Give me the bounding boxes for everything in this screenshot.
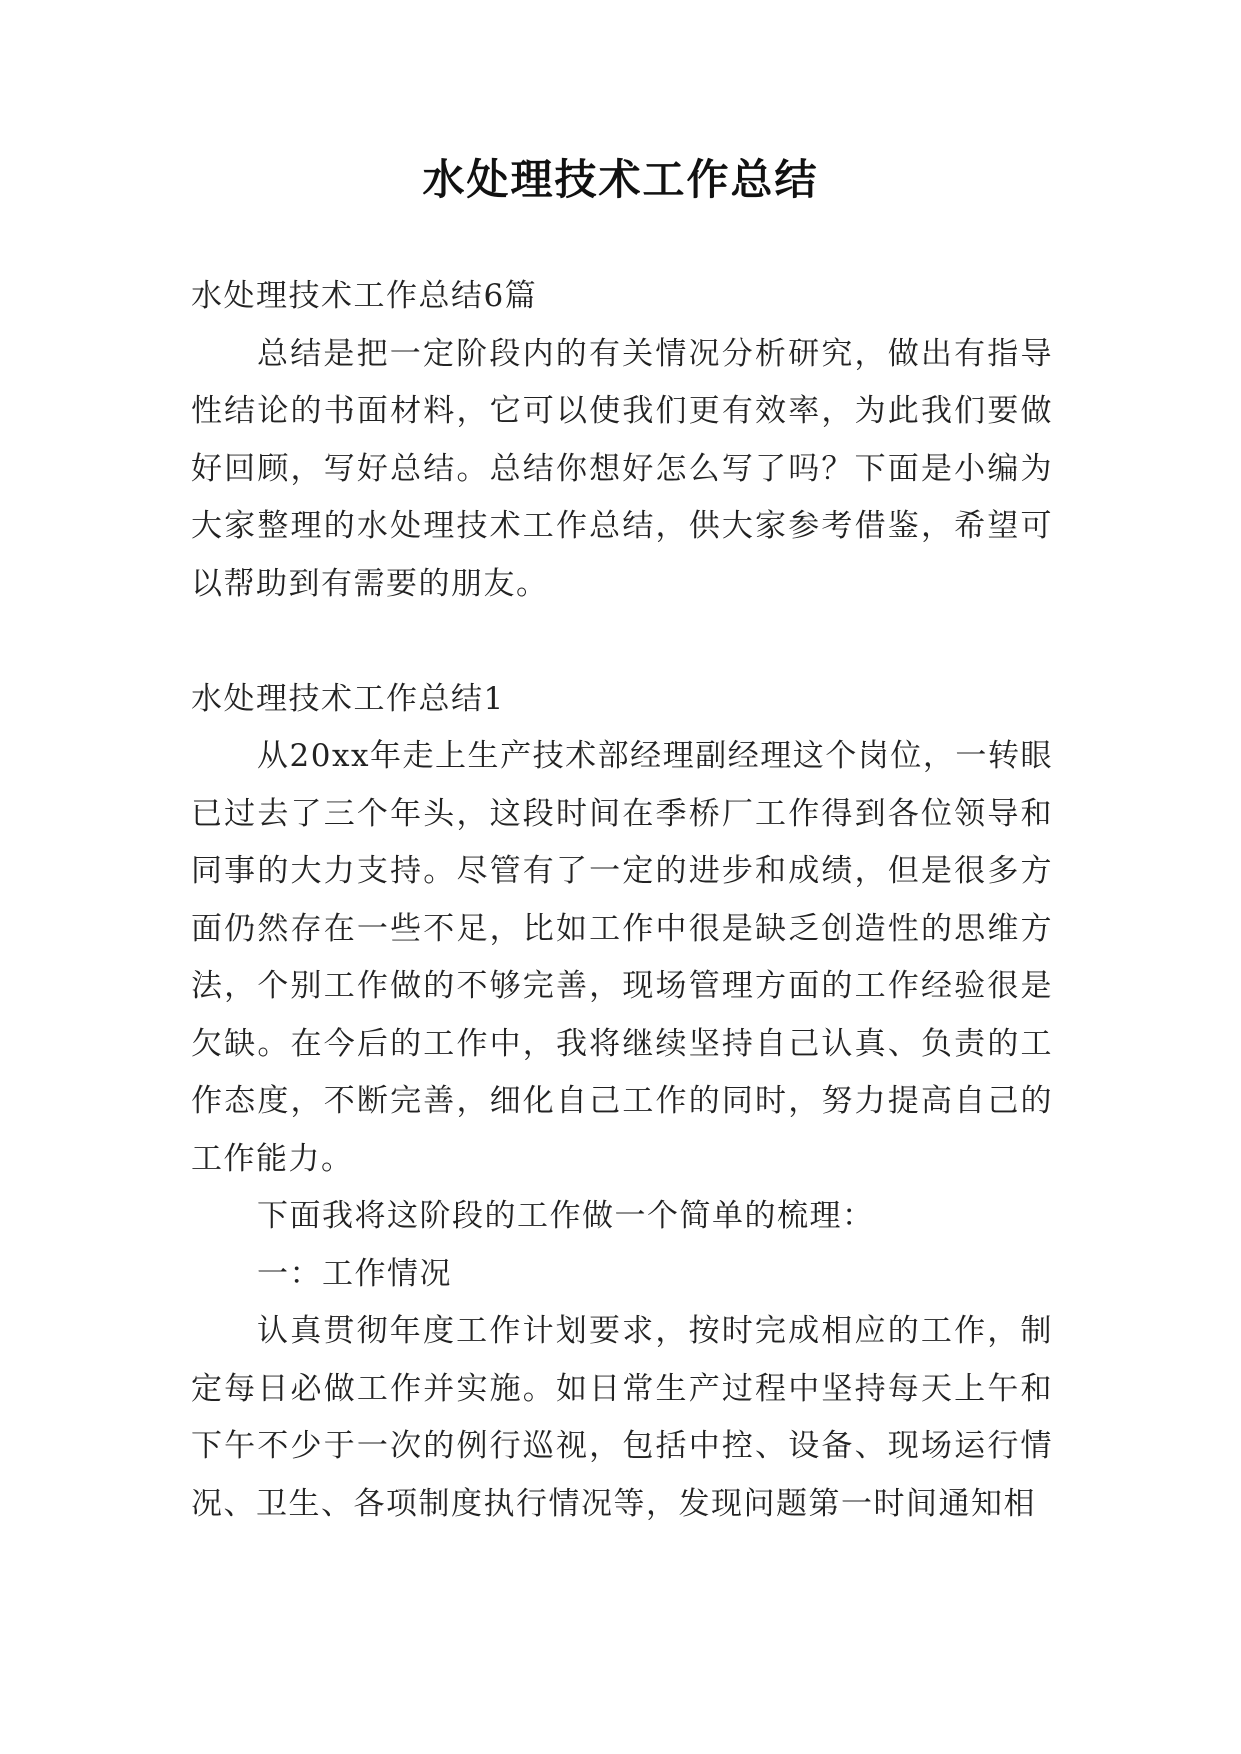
body-paragraph: 认真贯彻年度工作计划要求，按时完成相应的工作，制定每日必做工作并实施。如日常生产过程中坚持每天上午和下午不少于一次的例行巡视，包括中控、设备、现场运行情况、卫生、各项制度执行情况等，发现问题第一时间通知相 xyxy=(191,1313,1053,1522)
document-subtitle: 水处理技术工作总结6篇 xyxy=(191,278,538,314)
body-paragraph: 下面我将这阶段的工作做一个简单的梳理： xyxy=(257,1198,875,1234)
document-title: 水处理技术工作总结 xyxy=(422,155,819,204)
document-body xyxy=(191,268,1053,1533)
section-spacer xyxy=(191,613,1053,671)
intro-paragraph: 总结是把一定阶段内的有关情况分析研究，做出有指导性结论的书面材料，它可以使我们更有效率，为此我们要做好回顾，写好总结。总结你想好怎么写了吗？下面是小编为大家整理的水处理技术工作总结，供大家参考借鉴，希望可以帮助到有需要的朋友。 xyxy=(191,335,1053,602)
body-paragraph: 从20xx年走上生产技术部经理副经理这个岗位，一转眼已过去了三个年头，这段时间在季桥厂工作得到各位领导和同事的大力支持。尽管有了一定的进步和成绩，但是很多方面仍然存在一些不足，比如工作中很是缺乏创造性的思维方法，个别工作做的不够完善，现场管理方面的工作经验很是欠缺。在今后的工作中，我将继续坚持自己认真、负责的工作态度，不断完善，细化自己工作的同时，努力提高自己的工作能力。 xyxy=(191,738,1053,1177)
subsection-heading: 一：工作情况 xyxy=(257,1255,452,1292)
section-heading: 水处理技术工作总结1 xyxy=(191,680,505,717)
